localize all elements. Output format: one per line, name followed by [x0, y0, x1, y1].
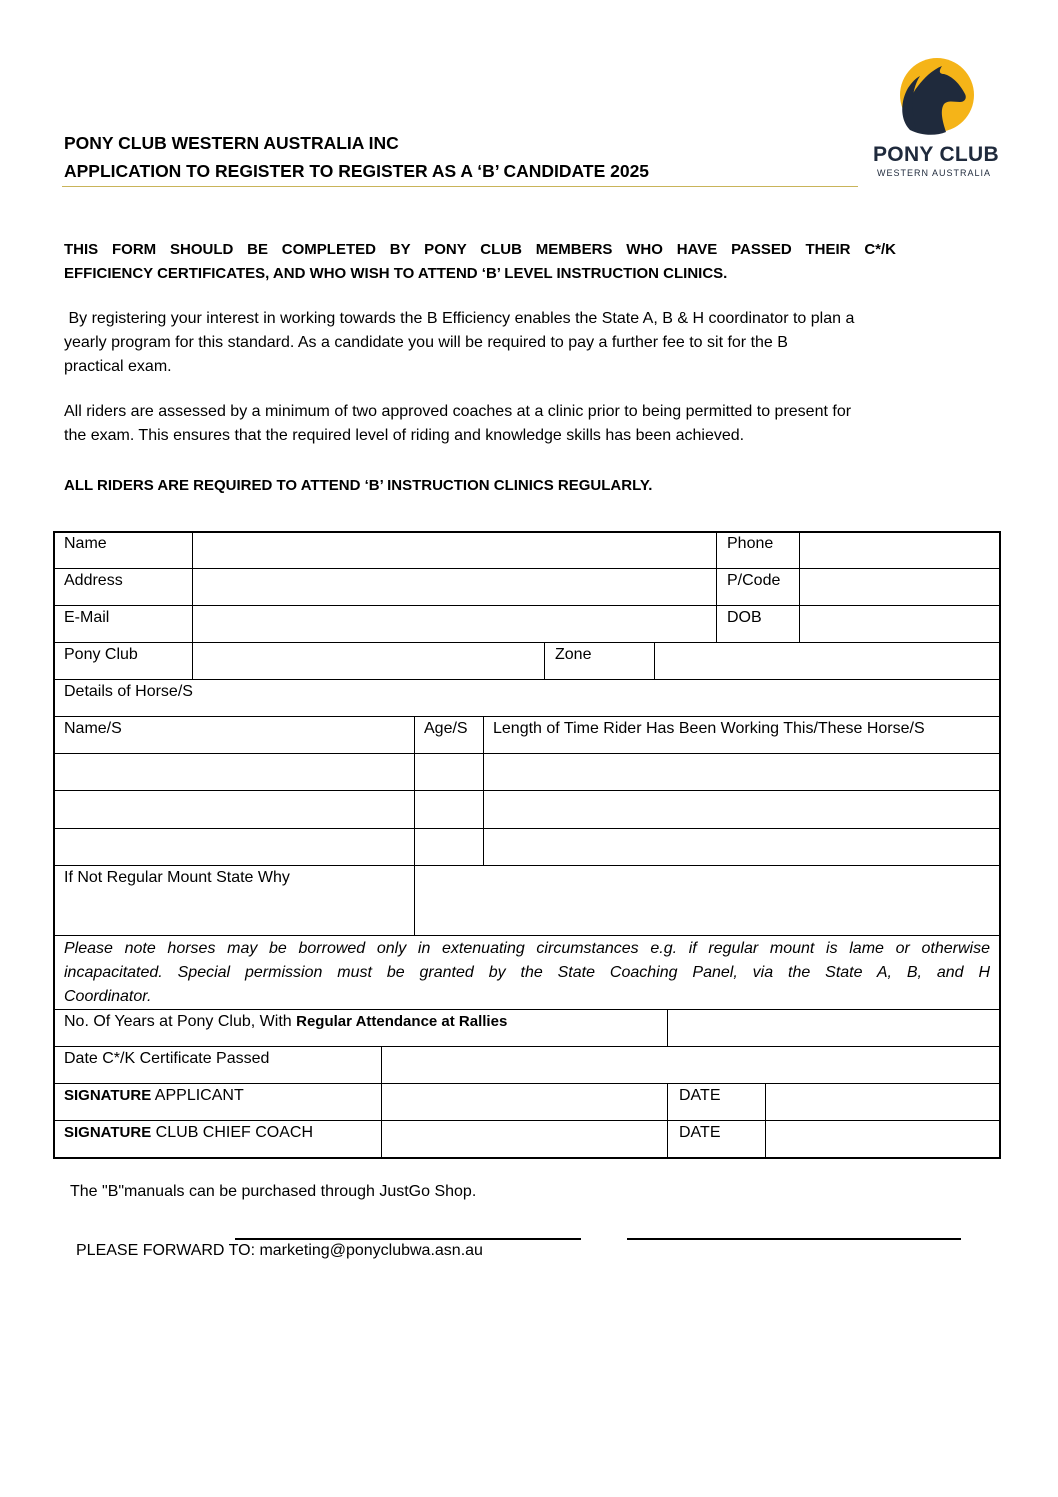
- signature-coach-field[interactable]: [383, 1122, 666, 1156]
- label-not-regular-mount: If Not Regular Mount State Why: [64, 869, 290, 886]
- intro-para2-line1: All riders are assessed by a minimum of two approved coaches at a clinic prior to being permitted to present for: [64, 403, 852, 420]
- borrowed-horse-note-line1: Please note horses may be borrowed only in extenuating circumstances e.g. if regular mount is lame or otherwise: [64, 940, 990, 957]
- form-title-line2: APPLICATION TO REGISTER TO REGISTER AS A ‘B’ CANDIDATE 2025: [64, 161, 650, 181]
- signature-word: SIGNATURE: [64, 1087, 152, 1104]
- borrowed-horse-note-line2: incapacitated. Special permission must be granted by the State Coaching Panel, via the State A, B, and H: [64, 964, 990, 981]
- label-horse-details: Details of Horse/S: [64, 683, 193, 700]
- label-signature-applicant: [64, 1087, 244, 1105]
- dob-field[interactable]: [801, 607, 998, 641]
- phone-field[interactable]: [801, 533, 998, 567]
- date-cert-field[interactable]: [383, 1048, 998, 1082]
- signature-applicant-field[interactable]: [383, 1085, 666, 1119]
- pony-club-logo: [870, 58, 1000, 182]
- label-email: E-Mail: [64, 609, 110, 626]
- email-field[interactable]: [194, 607, 715, 641]
- form-title-line1: PONY CLUB WESTERN AUSTRALIA INC: [64, 133, 399, 153]
- label-age: Age/S: [424, 720, 468, 737]
- intro-caps-line1: THIS FORM SHOULD BE COMPLETED BY PONY CLUB MEMBERS WHO HAVE PASSED THEIR C*/K: [64, 241, 896, 258]
- label-pony-club: Pony Club: [64, 646, 138, 663]
- label-name: Name: [64, 535, 107, 552]
- intro-para1-line1: By registering your interest in working towards the B Efficiency enables the State A, B & H coordinator to plan a: [64, 310, 855, 327]
- label-zone: Zone: [555, 646, 592, 663]
- horse-head-icon: [870, 58, 1000, 138]
- coach-word: CLUB CHIEF COACH: [151, 1124, 314, 1141]
- label-dob: DOB: [727, 609, 762, 626]
- zone-field[interactable]: [656, 644, 998, 678]
- signature-line-right: [627, 1238, 961, 1240]
- years-label-text: No. Of Years at Pony Club, With: [64, 1013, 297, 1030]
- years-label-bold: Regular Attendance at Rallies: [296, 1013, 508, 1030]
- label-length-of-time: Length of Time Rider Has Been Working This/These Horse/S: [493, 720, 925, 737]
- label-years-at-pony-club: [64, 1013, 507, 1031]
- borrowed-horse-note-line3: Coordinator.: [64, 988, 152, 1005]
- title-divider: [62, 186, 858, 187]
- label-phone: Phone: [727, 535, 774, 552]
- label-address: Address: [64, 572, 123, 589]
- label-signature-coach: [64, 1124, 313, 1142]
- label-date-cert-passed: Date C*/K Certificate Passed: [64, 1050, 270, 1067]
- intro-caps-line2: EFFICIENCY CERTIFICATES, AND WHO WISH TO ATTEND ‘B’ LEVEL INSTRUCTION CLINICS.: [64, 265, 728, 282]
- date-coach-field[interactable]: [767, 1122, 998, 1156]
- intro-para1-line3: practical exam.: [64, 358, 172, 375]
- label-date-coach: DATE: [679, 1124, 721, 1141]
- years-field[interactable]: [669, 1011, 998, 1045]
- applicant-word: APPLICANT: [151, 1087, 244, 1104]
- name-field[interactable]: [194, 533, 715, 567]
- label-pcode: P/Code: [727, 572, 781, 589]
- signature-line-left: [235, 1238, 581, 1240]
- forward-to-address: PLEASE FORWARD TO: marketing@ponyclubwa.asn.au: [76, 1242, 483, 1259]
- label-horse-names: Name/S: [64, 720, 122, 737]
- logo-subtitle: WESTERN AUSTRALIA: [877, 168, 992, 178]
- not-regular-reason-field[interactable]: [416, 867, 998, 934]
- manuals-note: The "B"manuals can be purchased through JustGo Shop.: [70, 1183, 477, 1200]
- pcode-field[interactable]: [801, 570, 998, 604]
- label-date-applicant: DATE: [679, 1087, 721, 1104]
- signature-word: SIGNATURE: [64, 1124, 152, 1141]
- address-field[interactable]: [194, 570, 715, 604]
- intro-para2-line2: the exam. This ensures that the required level of riding and knowledge skills has been achieved.: [64, 427, 745, 444]
- date-applicant-field[interactable]: [767, 1085, 998, 1119]
- logo-name: PONY CLUB: [873, 143, 999, 166]
- pony-club-field[interactable]: [194, 644, 543, 678]
- intro-para1-line2: yearly program for this standard. As a candidate you will be required to pay a further fee to sit for the B: [64, 334, 788, 351]
- attendance-notice: ALL RIDERS ARE REQUIRED TO ATTEND ‘B’ INSTRUCTION CLINICS REGULARLY.: [64, 477, 653, 494]
